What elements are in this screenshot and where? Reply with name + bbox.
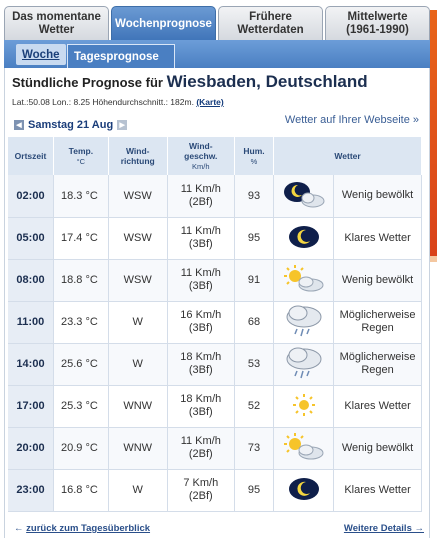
row-temperature: 25.6 °C [53, 343, 108, 385]
row-wind-direction: WSW [108, 217, 167, 259]
row-weather-description: Klares Wetter [334, 469, 422, 511]
rain-cloud-icon [284, 372, 324, 384]
row-temperature: 18.8 °C [53, 259, 108, 301]
subtabs-bar [4, 40, 430, 68]
prev-day-icon[interactable]: ◀ [14, 120, 24, 130]
row-time: 08:00 [8, 259, 53, 301]
row-wind-speed: 11 Km/h (3Bf) [167, 217, 234, 259]
table-row [8, 385, 422, 427]
karte-link[interactable]: (Karte) [196, 97, 224, 107]
sun-cloud-icon [282, 453, 326, 465]
sun-cloud-icon [282, 285, 326, 297]
tab-mittelwerte[interactable]: Mittelwerte (1961-1990) [325, 6, 430, 40]
row-time: 14:00 [8, 343, 53, 385]
tab-wochenprognose[interactable]: Wochenprognose [111, 6, 216, 42]
weitere-details-link[interactable]: Weitere Details → [343, 523, 424, 534]
row-temperature: 17.4 °C [53, 217, 108, 259]
header-temp: Temp. °C [53, 137, 108, 175]
row-humidity: 73 [234, 427, 273, 469]
table-row [8, 217, 422, 259]
row-humidity: 91 [234, 259, 273, 301]
coordinates-text: Lat.:50.08 Lon.: 8.25 Höhendurchschnitt.: 182m. [12, 97, 194, 107]
row-weather-description: Wenig bewölkt [334, 175, 422, 217]
rain-cloud-icon [284, 330, 324, 342]
header-hum: Hum. % [234, 137, 273, 175]
row-wind-speed: 7 Km/h (2Bf) [167, 469, 234, 511]
row-wind-direction: WNW [108, 385, 167, 427]
row-time: 11:00 [8, 301, 53, 343]
row-wind-speed: 11 Km/h (3Bf) [167, 259, 234, 301]
header-windgeschw: Wind- geschw. Km/h [167, 137, 234, 175]
table-row [8, 175, 422, 217]
back-link[interactable]: ← zurück zum Tagesüberblick [14, 523, 151, 534]
sun-icon [292, 408, 316, 420]
table-row [8, 427, 422, 469]
row-temperature: 23.3 °C [53, 301, 108, 343]
row-humidity: 93 [234, 175, 273, 217]
row-weather-description: Möglicherweise Regen [334, 301, 422, 343]
side-accent-strip [430, 10, 437, 256]
row-time: 20:00 [8, 427, 53, 469]
subtab-tagesprognose[interactable]: Tagesprognose [67, 44, 175, 68]
row-weather-description: Möglicherweise Regen [334, 343, 422, 385]
row-wind-direction: W [108, 301, 167, 343]
header-wetter: Wetter [274, 137, 422, 175]
moon-icon [287, 241, 321, 253]
row-wind-speed: 11 Km/h (2Bf) [167, 175, 234, 217]
table-row [8, 469, 422, 511]
header-windrichtung: Wind- richtung [108, 137, 167, 175]
main-tabs [4, 6, 430, 40]
moon-icon [287, 493, 321, 505]
row-wind-direction: WSW [108, 259, 167, 301]
row-wind-speed: 18 Km/h (3Bf) [167, 385, 234, 427]
location-info [12, 97, 224, 107]
date-navigation [14, 119, 127, 131]
row-weather-description: Wenig bewölkt [334, 259, 422, 301]
row-weather-description: Klares Wetter [334, 385, 422, 427]
row-wind-direction: W [108, 469, 167, 511]
row-temperature: 25.3 °C [53, 385, 108, 427]
row-wind-speed: 16 Km/h (3Bf) [167, 301, 234, 343]
row-humidity: 95 [234, 469, 273, 511]
city-name: Wiesbaden, Deutschland [166, 72, 368, 91]
row-weather-description: Klares Wetter [334, 217, 422, 259]
title-prefix: Stündliche Prognose für [12, 75, 163, 90]
row-wind-direction: WSW [108, 175, 167, 217]
current-date: Samstag 21 Aug [28, 119, 114, 131]
row-humidity: 95 [234, 217, 273, 259]
row-wind-direction: W [108, 343, 167, 385]
row-wind-direction: WNW [108, 427, 167, 469]
tab-fruehere-wetterdaten[interactable]: Frühere Wetterdaten [218, 6, 323, 40]
row-time: 23:00 [8, 469, 53, 511]
moon-cloud-icon [282, 200, 326, 212]
table-row [8, 301, 422, 343]
row-temperature: 20.9 °C [53, 427, 108, 469]
wetter-webseite-link[interactable]: Wetter auf Ihrer Webseite » [284, 114, 419, 126]
row-time: 02:00 [8, 175, 53, 217]
table-row [8, 259, 422, 301]
hourly-forecast-table [8, 137, 422, 512]
row-wind-speed: 18 Km/h (3Bf) [167, 343, 234, 385]
header-ortszeit: Ortszeit [8, 137, 53, 175]
row-humidity: 68 [234, 301, 273, 343]
row-humidity: 52 [234, 385, 273, 427]
row-wind-speed: 11 Km/h (2Bf) [167, 427, 234, 469]
row-time: 05:00 [8, 217, 53, 259]
row-weather-description: Wenig bewölkt [334, 427, 422, 469]
row-temperature: 16.8 °C [53, 469, 108, 511]
row-temperature: 18.3 °C [53, 175, 108, 217]
next-day-icon[interactable]: ▶ [117, 120, 127, 130]
row-time: 17:00 [8, 385, 53, 427]
page-title [12, 72, 368, 92]
row-humidity: 53 [234, 343, 273, 385]
subtab-woche[interactable]: Woche [16, 44, 66, 65]
tab-das-momentane-wetter[interactable]: Das momentane Wetter [4, 6, 109, 40]
table-row [8, 343, 422, 385]
